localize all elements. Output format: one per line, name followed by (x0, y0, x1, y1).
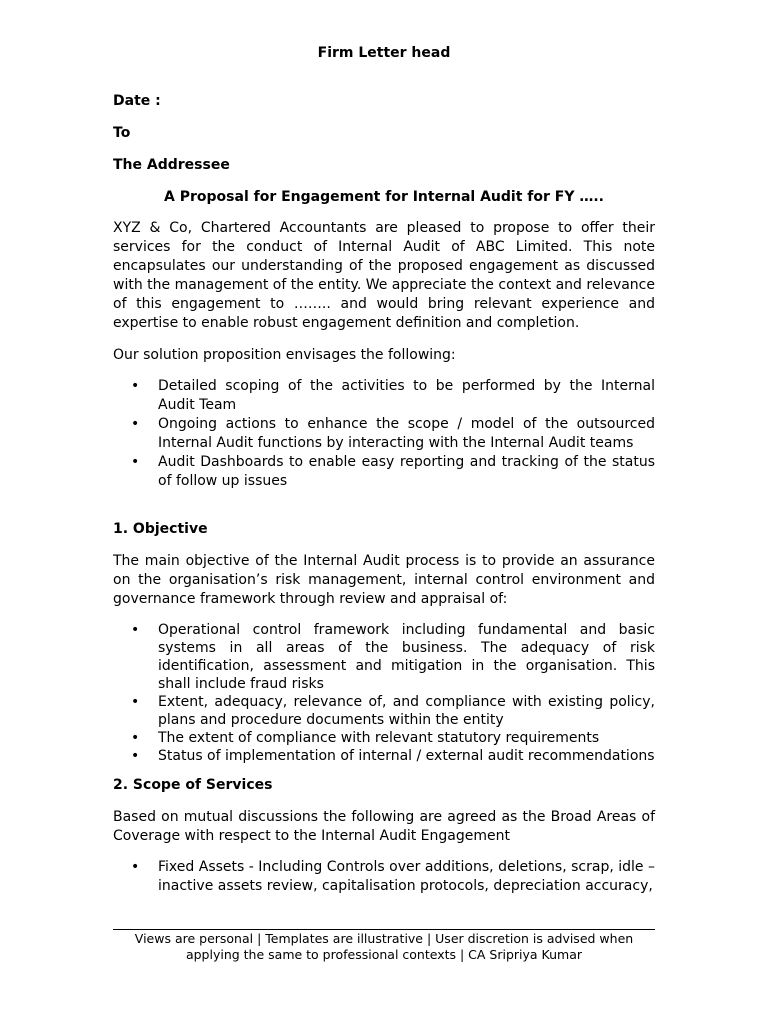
letterhead: Firm Letter head (317, 45, 451, 61)
bullet-icon: • (131, 454, 140, 470)
objective-paragraph: The main objective of the Internal Audit process is to provide an assurance on the organisation’s risk management, internal control environment and governance framework through review and appraisal of: (113, 553, 655, 607)
scope-list (113, 858, 655, 896)
objective-heading: 1. Objective (113, 521, 208, 537)
to-label: To (113, 125, 131, 141)
intro-paragraph: XYZ & Co, Chartered Accountants are pleased to propose to offer their services for the conduct of Internal Audit of ABC Limited. This note encapsulates our understanding of the proposed engagement as discussed with the management of the entity. We appreciate the context and relevance of this engagement to …….. and would bring relevant experience and expertise to enable robust engagement definition and completion. (113, 220, 655, 331)
proposal-title: A Proposal for Engagement for Internal Audit for FY ….. (164, 189, 604, 205)
scope-paragraph: Based on mutual discussions the following are agreed as the Broad Areas of Coverage with respect to the Internal Audit Engagement (113, 809, 655, 844)
solution-intro: Our solution proposition envisages the following: (113, 347, 456, 363)
solution-list (113, 377, 655, 491)
list-item: • Detailed scoping of the activities to be performed by the Internal Audit Team (131, 378, 655, 413)
bullet-icon: • (131, 416, 140, 432)
bullet-icon: • (131, 694, 140, 710)
list-item: • Fixed Assets - Including Controls over additions, deletions, scrap, idle – inactive assets review, capitalisation protocols, depreciation accuracy, (131, 859, 655, 894)
footer-line-2: applying the same to professional contexts | CA Sripriya Kumar (185, 947, 583, 962)
objective-list (113, 621, 655, 765)
addressee: The Addressee (113, 157, 230, 173)
list-item: • Status of implementation of internal / external audit recommendations (131, 748, 655, 764)
page-footer (113, 929, 655, 963)
scope-heading: 2. Scope of Services (113, 777, 273, 793)
list-item: • Extent, adequacy, relevance of, and compliance with existing policy, plans and procedure documents within the entity (131, 694, 655, 728)
document-page (113, 44, 655, 896)
list-item: • The extent of compliance with relevant statutory requirements (131, 730, 600, 746)
bullet-icon: • (131, 378, 140, 394)
list-item: • Ongoing actions to enhance the scope / model of the outsourced Internal Audit functions by interacting with the Internal Audit teams (131, 416, 655, 451)
bullet-icon: • (131, 748, 140, 764)
bullet-icon: • (131, 859, 140, 875)
bullet-icon: • (131, 730, 140, 746)
footer-line-1: Views are personal | Templates are illustrative | User discretion is advised when (134, 931, 634, 946)
list-item: • Audit Dashboards to enable easy reporting and tracking of the status of follow up issues (131, 454, 655, 489)
bullet-icon: • (131, 622, 140, 638)
date-label: Date : (113, 93, 161, 109)
list-item: • Operational control framework including fundamental and basic systems in all areas of the business. The adequacy of risk identification, assessment and mitigation in the organisation. This shall include fraud risks (131, 622, 655, 692)
